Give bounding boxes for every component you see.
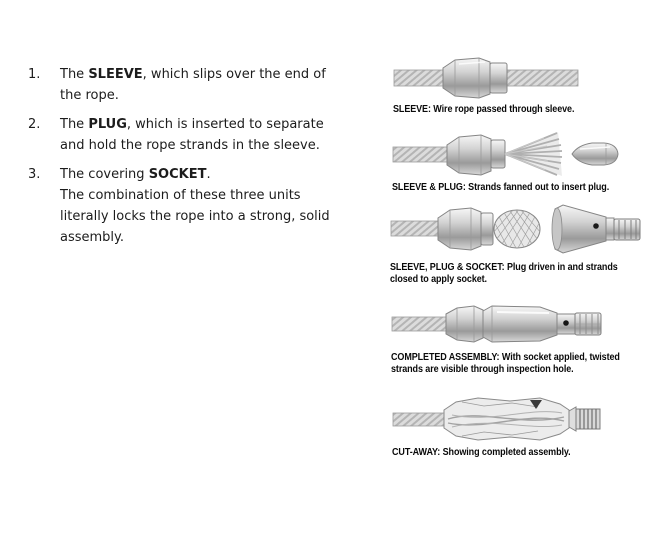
figure-caption [392,447,649,459]
sleeve-part [443,58,507,98]
figure-sleeve-plug [392,130,650,194]
figure-caption [391,352,648,376]
item-term-sleeve: SLEEVE [88,67,143,82]
socket-part [552,205,640,253]
sleeve-part [447,135,505,175]
cut-away-illustration [392,395,602,443]
figure-caption [392,182,649,194]
caption-label: SLEEVE & PLUG: [392,182,466,193]
list-item-text [60,164,340,248]
caption-text: Wire rope passed through sleeve. [433,104,575,115]
wire-rope [393,413,445,426]
sleeve-and-plug-illustration [392,130,620,178]
caption-text: Strands fanned out to insert plug. [468,182,610,193]
instruction-list [28,64,346,256]
figure-caption [390,262,647,286]
item-text-pre: The covering [60,167,149,182]
item-text-post: , which slips over the end of the rope. [60,67,326,103]
closed-strands-bulb [490,208,544,248]
item-text-pre: The [60,67,89,82]
caption-label: SLEEVE: [393,104,431,115]
figure-caption [393,104,650,116]
socket-part [483,306,601,342]
figure-sleeve [393,56,650,116]
caption-text: Plug driven in and strands closed to apply socket. [390,262,618,285]
list-item-text [60,64,340,106]
sleeve-part [438,208,493,250]
sleeve-plug-and-socket-illustration [390,200,642,258]
list-item-plug [28,114,346,156]
wire-rope [392,317,450,331]
caption-label: COMPLETED ASSEMBLY: [391,352,500,363]
list-item-socket [28,164,346,248]
caption-label: SLEEVE, PLUG & SOCKET: [390,262,505,273]
wire-rope [391,221,443,236]
list-item-sleeve [28,64,346,106]
fanned-strands [505,132,562,176]
wire-rope [393,147,453,162]
list-item-text [60,114,340,156]
item-term-socket: SOCKET [148,167,207,182]
cut-away-body [444,398,569,440]
plug-part [572,143,618,165]
list-number: 2. [28,117,41,132]
item-term-plug: PLUG [88,117,127,132]
sleeve-part [446,306,483,342]
figure-completed-assembly [391,300,650,376]
item-text-post: . [206,167,211,182]
item-text-extra: The combination of these three units literally locks the rope into a strong, solid assembly. [60,188,330,245]
caption-label: CUT-AWAY: [392,447,441,458]
caption-text: With socket applied, twisted strands are visible through inspection hole. [391,352,620,375]
list-number: 3. [28,167,41,182]
completed-assembly-illustration [391,300,613,348]
threaded-stub [569,407,600,431]
inspection-hole [563,320,569,326]
figure-cut-away [392,395,650,459]
rope-through-sleeve-illustration [393,56,579,100]
caption-text: Showing completed assembly. [442,447,571,458]
item-text-post: , which is inserted to separate and hold the rope strands in the sleeve. [60,117,324,153]
inspection-hole [593,223,599,229]
figure-sleeve-plug-socket [390,200,650,286]
list-number: 1. [28,67,41,82]
item-text-pre: The [60,117,89,132]
